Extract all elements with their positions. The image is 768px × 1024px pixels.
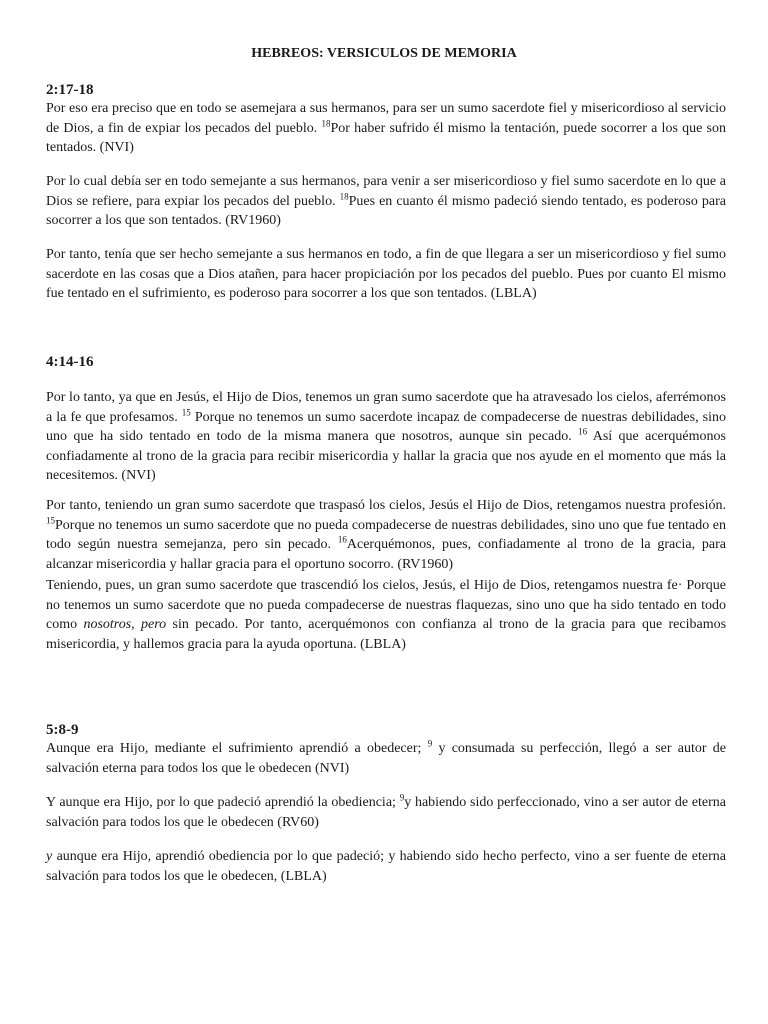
verse-reference: 4:14-16 (46, 354, 94, 370)
verse-paragraph-nvi (46, 739, 726, 778)
verse-text: sin pecado. Por tanto, acerquémonos con confianza al trono de la gracia para que recibamos misericordia, y hallemos gracia para la ayuda oportuna. (LBLA) (46, 617, 727, 652)
verse-paragraph-lbla (46, 847, 726, 886)
verse-paragraph-nvi (46, 388, 726, 486)
verse-number: 18 (339, 190, 349, 201)
verse-text: Por lo tanto, ya que en Jesús, el Hijo de Dios, tenemos un gran sumo sacerdote que ha atravesado los cielos, aferrémonos a la fe que profesamos. (46, 390, 726, 425)
verse-text: y habiendo sido perfeccionado, vino a ser autor de eterna salvación para todos los que le obedecen (RV60) (46, 795, 727, 830)
verse-text: Acerquémonos, pues, confiadamente al trono de la gracia, para alcanzar misericordia y hallar gracia para el oportuno socorro. (RV1960) (46, 537, 726, 572)
verse-reference: 5:8-9 (46, 722, 79, 738)
verse-number: 16 (337, 534, 347, 545)
verse-text: Por haber sufrido él mismo la tentación, puede socorrer a los que son tentados. (NVI) (46, 120, 727, 155)
verse-text: Por tanto, tenía que ser hecho semejante a sus hermanos en todo, a fin de que llegara a ser un misericordioso y fiel sumo sacerdote en las cosas que a Dios atañen, para hacer propiciación por los pecados del pueblo. Pues por cuanto El mismo fue tentado en el sufrimiento, es poderoso para socorrer a los que son tentados. (LBLA) (46, 247, 726, 301)
verse-text: Por lo cual debía ser en todo semejante a sus hermanos, para venir a ser misericordioso y fiel sumo sacerdote en lo que a Dios se refiere, para expiar los pecados del pueblo. (46, 174, 726, 209)
verse-paragraph-lbla (46, 576, 726, 654)
page-title: HEBREOS: VERSICULOS DE MEMORIA (251, 46, 517, 61)
verse-paragraph-lbla (46, 245, 726, 304)
verse-number: 16 (578, 426, 588, 437)
verse-text: Teniendo, pues, un gran sumo sacerdote que trascendió los cielos, Jesús, el Hijo de Dios, retengamos nuestra fe· Porque no tenemos un sumo sacerdote que no pueda compadecerse de nuestras flaquezas, sino uno que ha sido tentado en todo como (46, 578, 726, 632)
verse-paragraph-rv1960 (46, 496, 726, 574)
verse-number: 15 (181, 406, 191, 417)
verse-number: 15 (46, 514, 55, 525)
verse-text: aunque era Hijo, aprendió obediencia por lo que padeció; y habiendo sido hecho perfecto, vino a ser fuente de eterna salvación para todos los que le obedecen, (LBLA) (46, 849, 726, 884)
verse-text: Por tanto, teniendo un gran sumo sacerdote que traspasó los cielos, Jesús el Hijo de Dios, retengamos nuestra profesión. (46, 498, 726, 513)
verse-text: Así que acerquémonos confiadamente al trono de la gracia para recibir misericordia y hallar la gracia que nos ayude en el momento que más la necesitemos. (NVI) (46, 429, 726, 483)
italic-text: y (46, 849, 53, 864)
verse-text: Y aunque era Hijo, por lo que padeció aprendió la obediencia; (46, 795, 396, 810)
verse-text: y consumada su perfección, llegó a ser autor de salvación eterna para todos los que le obedecen (NVI) (46, 741, 727, 776)
verse-text: Por eso era preciso que en todo se asemejara a sus hermanos, para ser un sumo sacerdote fiel y misericordioso al servicio de Dios, a fin de expiar los pecados del pueblo. (46, 101, 726, 136)
verse-number: 18 (321, 117, 331, 128)
italic-text: nosotros, pero (83, 617, 167, 632)
verse-paragraph-rv60 (46, 793, 726, 832)
verse-text: Porque no tenemos un sumo sacerdote que no pueda compadecerse de nuestras debilidades, sino uno que fue tentado en todo según nuestra semejanza, pero sin pecado. (46, 517, 726, 552)
verse-text: Porque no tenemos un sumo sacerdote incapaz de compadecerse de nuestras debilidades, sino uno que ha sido tentado en todo de la misma manera que nosotros, aunque sin pecado. (46, 409, 726, 444)
verse-number: 9 (399, 792, 405, 803)
verse-paragraph-nvi (46, 93, 726, 158)
verse-text: Pues en cuanto él mismo padeció siendo tentado, es poderoso para socorrer a los que son tentados. (RV1960) (46, 193, 726, 228)
verse-paragraph-rv1960 (46, 172, 726, 231)
verse-text: Aunque era Hijo, mediante el sufrimiento aprendió a obedecer; (46, 741, 422, 756)
verse-reference: 2:17-18 (46, 82, 94, 98)
verse-number: 9 (427, 738, 433, 749)
